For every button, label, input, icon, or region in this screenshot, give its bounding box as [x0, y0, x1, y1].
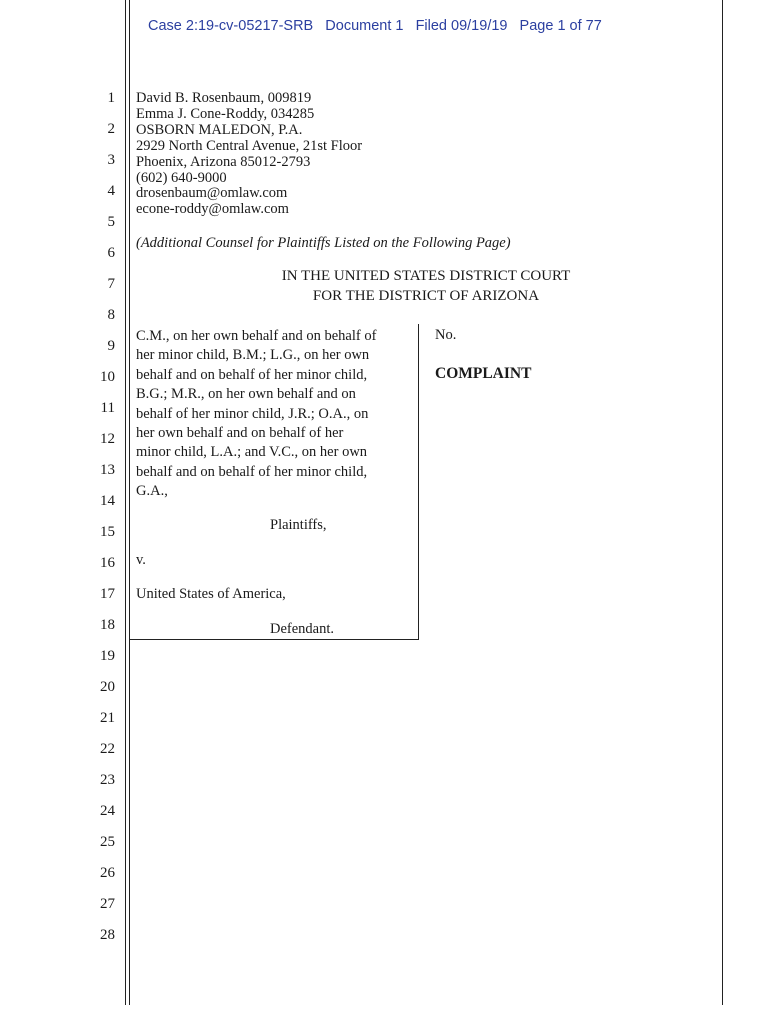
line-number: 3	[107, 152, 115, 168]
address-street: 2929 North Central Avenue, 21st Floor	[136, 137, 363, 154]
line-number: 25	[100, 834, 115, 850]
party-line: behalf and on behalf of her minor child,	[136, 366, 368, 383]
line-number: 6	[107, 245, 115, 261]
line-number: 10	[100, 369, 115, 385]
line-number: 24	[100, 803, 115, 819]
left-margin-rule-outer	[125, 0, 126, 1005]
line-number: 9	[107, 338, 115, 354]
plaintiffs-label: Plaintiffs,	[270, 517, 327, 533]
party-line: C.M., on her own behalf and on behalf of	[136, 328, 377, 344]
counsel-block	[136, 91, 362, 218]
document-type: COMPLAINT	[435, 365, 532, 382]
line-number: 4	[107, 183, 115, 199]
versus: v.	[136, 552, 146, 568]
court-district: FOR THE DISTRICT OF ARIZONA	[312, 288, 540, 304]
line-number: 21	[100, 710, 115, 726]
line-number: 27	[100, 896, 115, 912]
party-line: behalf of her minor child, J.R.; O.A., on	[136, 405, 369, 422]
email: econe-roddy@omlaw.com	[136, 201, 289, 218]
counsel-name: Emma J. Cone-Roddy, 034285	[136, 105, 315, 122]
party-line: minor child, L.A.; and V.C., on her own	[136, 444, 368, 461]
defendant-name: United States of America,	[136, 586, 286, 602]
line-number: 14	[100, 493, 115, 509]
line-number: 28	[100, 927, 115, 943]
line-number: 23	[100, 772, 115, 788]
line-number: 7	[107, 276, 115, 292]
line-number: 5	[107, 214, 115, 230]
line-number: 2	[107, 121, 115, 137]
line-number: 16	[100, 555, 115, 571]
line-number: 15	[100, 524, 115, 540]
line-number: 11	[100, 400, 115, 416]
counsel-name: David B. Rosenbaum, 009819	[136, 90, 312, 106]
email: drosenbaum@omlaw.com	[136, 185, 288, 202]
additional-counsel-note: (Additional Counsel for Plaintiffs Listed on the Following Page)	[136, 235, 511, 251]
party-line: G.A.,	[136, 483, 168, 500]
line-number: 26	[100, 865, 115, 881]
case-number-label: No.	[435, 327, 457, 343]
line-number: 20	[100, 679, 115, 695]
party-line: her own behalf and on behalf of her	[136, 425, 344, 442]
party-line: her minor child, B.M.; L.G., on her own	[136, 347, 370, 364]
line-number: 1	[107, 90, 115, 106]
phone: (602) 640-9000	[136, 169, 227, 186]
address-city: Phoenix, Arizona 85012-2793	[136, 153, 311, 170]
line-number: 22	[100, 741, 115, 757]
right-margin-rule	[722, 0, 723, 1005]
line-number: 8	[107, 307, 115, 323]
party-line: behalf and on behalf of her minor child,	[136, 463, 368, 480]
line-number: 19	[100, 648, 115, 664]
filing-header: Case 2:19-cv-05217-SRB Document 1 Filed 09/19/19 Page 1 of 77	[148, 18, 602, 34]
party-line: B.G.; M.R., on her own behalf and on	[136, 386, 356, 403]
line-number: 13	[100, 462, 115, 478]
court-name: IN THE UNITED STATES DISTRICT COURT	[281, 268, 571, 284]
plaintiffs-list	[136, 327, 414, 502]
line-number: 12	[100, 431, 115, 447]
line-number: 17	[100, 586, 115, 602]
defendant-label: Defendant.	[270, 621, 335, 637]
line-number: 18	[100, 617, 115, 633]
law-firm: OSBORN MALEDON, P.A.	[136, 121, 303, 138]
